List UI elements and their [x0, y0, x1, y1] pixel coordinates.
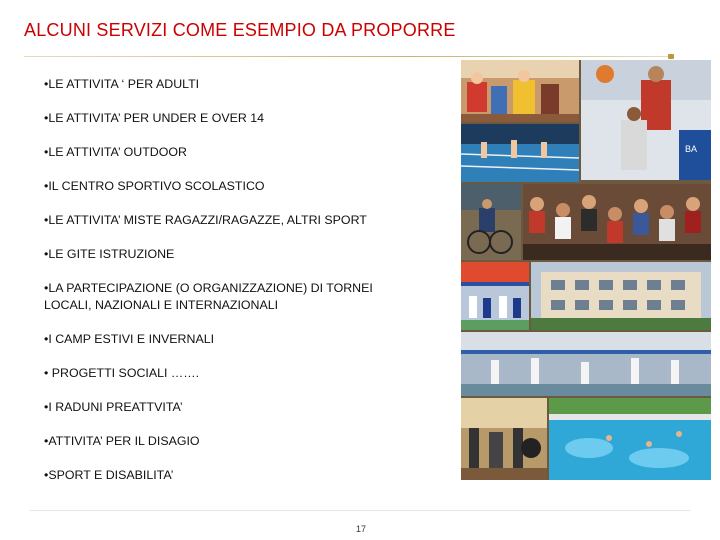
basketball-photo	[581, 60, 711, 180]
list-item: •LE ATTIVITA’ MISTE RAGAZZI/RAGAZZE, ALTRI SPORT	[44, 213, 367, 227]
wheelchair-basketball-photo	[461, 184, 521, 260]
list-item: •LA PARTECIPAZIONE (O ORGANIZZAZIONE) DI TORNEI LOCALI, NAZIONALI E INTERNAZIONALI	[44, 281, 373, 312]
slide-title: ALCUNI SERVIZI COME ESEMPIO DA PROPORRE	[24, 20, 456, 40]
svg-text:BA: BA	[685, 144, 698, 154]
list-item: •LE ATTIVITA’ PER UNDER E OVER 14	[44, 111, 265, 125]
fencing-gym-photo	[461, 332, 711, 396]
list-item: •I RADUNI PREATTVITA’	[44, 400, 183, 414]
footer-divider	[30, 510, 690, 511]
services-list	[44, 76, 444, 501]
volleyball-match-photo	[461, 262, 529, 330]
list-item: •IL CENTRO SPORTIVO SCOLASTICO	[44, 179, 265, 193]
fitness-gym-photo	[461, 398, 547, 480]
title-divider-ornament	[668, 54, 674, 59]
list-item: •I CAMP ESTIVI E INVERNALI	[44, 332, 215, 346]
list-item: •SPORT E DISABILITA’	[44, 468, 174, 482]
outdoor-pool-photo	[549, 398, 711, 480]
list-item: • PROGETTI SOCIALI …….	[44, 366, 200, 380]
crowd-spectators-photo	[523, 184, 711, 260]
children-activity-photo	[461, 60, 579, 122]
swimming-race-photo	[461, 124, 579, 182]
list-item: •LE GITE ISTRUZIONE	[44, 247, 175, 261]
school-building-photo	[531, 262, 711, 330]
photo-collage	[461, 60, 711, 480]
title-divider	[24, 56, 668, 57]
list-item: •LE ATTIVITA ‘ PER ADULTI	[44, 77, 200, 91]
page-number: 17	[356, 524, 367, 534]
list-item: •ATTIVITA’ PER IL DISAGIO	[44, 434, 200, 448]
list-item: •LE ATTIVITA’ OUTDOOR	[44, 145, 187, 159]
